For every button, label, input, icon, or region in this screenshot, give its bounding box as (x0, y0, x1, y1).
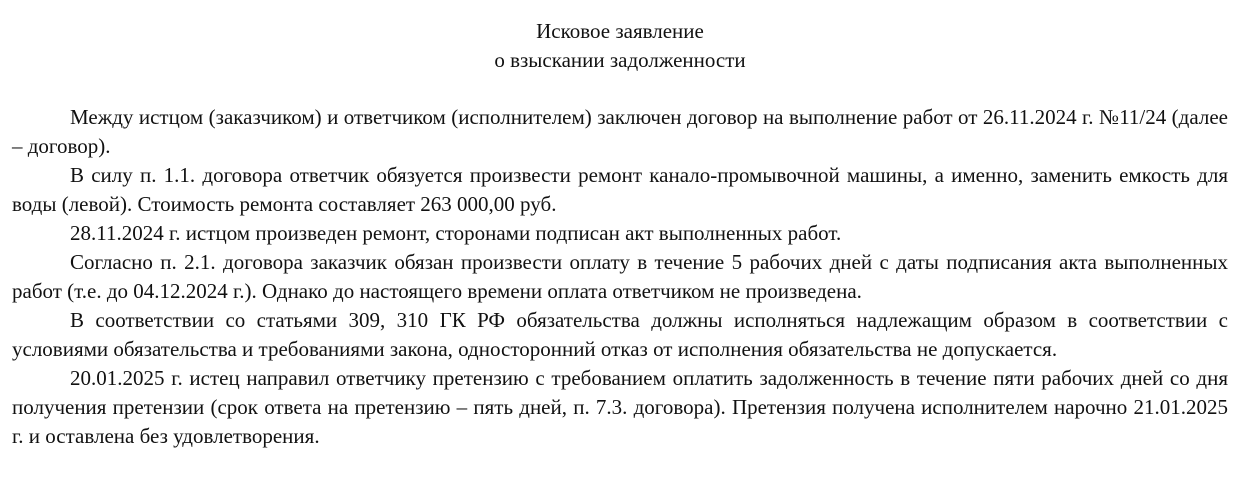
paragraph-repair-done: 28.11.2024 г. истцом произведен ремонт, сторонами подписан акт выполненных работ. (70, 221, 842, 245)
document-body (12, 103, 1228, 451)
paragraph-payment-terms: Согласно п. 2.1. договора заказчик обязан произвести оплату в течение 5 рабочих дней с даты подписания акта выполненных работ (т.е. до 04.12.2024 г.). Однако до настоящего времени оплата ответчиком не произведена. (12, 250, 1228, 303)
paragraph-obligation: В силу п. 1.1. договора ответчик обязуется произвести ремонт канало-промывочной машины, а именно, заменить емкость для воды (левой). Стоимость ремонта составляет 263 000,00 руб. (12, 163, 1228, 216)
paragraph-contract: Между истцом (заказчиком) и ответчиком (исполнителем) заключен договор на выполнение работ от 26.11.2024 г. №11/24 (далее – договор). (12, 105, 1228, 158)
document-title: Исковое заявление (536, 19, 704, 43)
document-subtitle: о взыскании задолженности (494, 48, 746, 72)
paragraph-legal-basis: В соответствии со статьями 309, 310 ГК РФ обязательства должны исполняться надлежащим образом в соответствии с условиями обязательства и требованиями закона, односторонний отказ от исполнения обязательства не допускается. (12, 308, 1228, 361)
paragraph-claim: 20.01.2025 г. истец направил ответчику претензию с требованием оплатить задолженность в течение пяти рабочих дней со дня получения претензии (срок ответа на претензию – пять дней, п. 7.3. договора). Претензия получена исполнителем нарочно 21.01.2025 г. и оставлена без удовлетворения. (12, 366, 1228, 448)
